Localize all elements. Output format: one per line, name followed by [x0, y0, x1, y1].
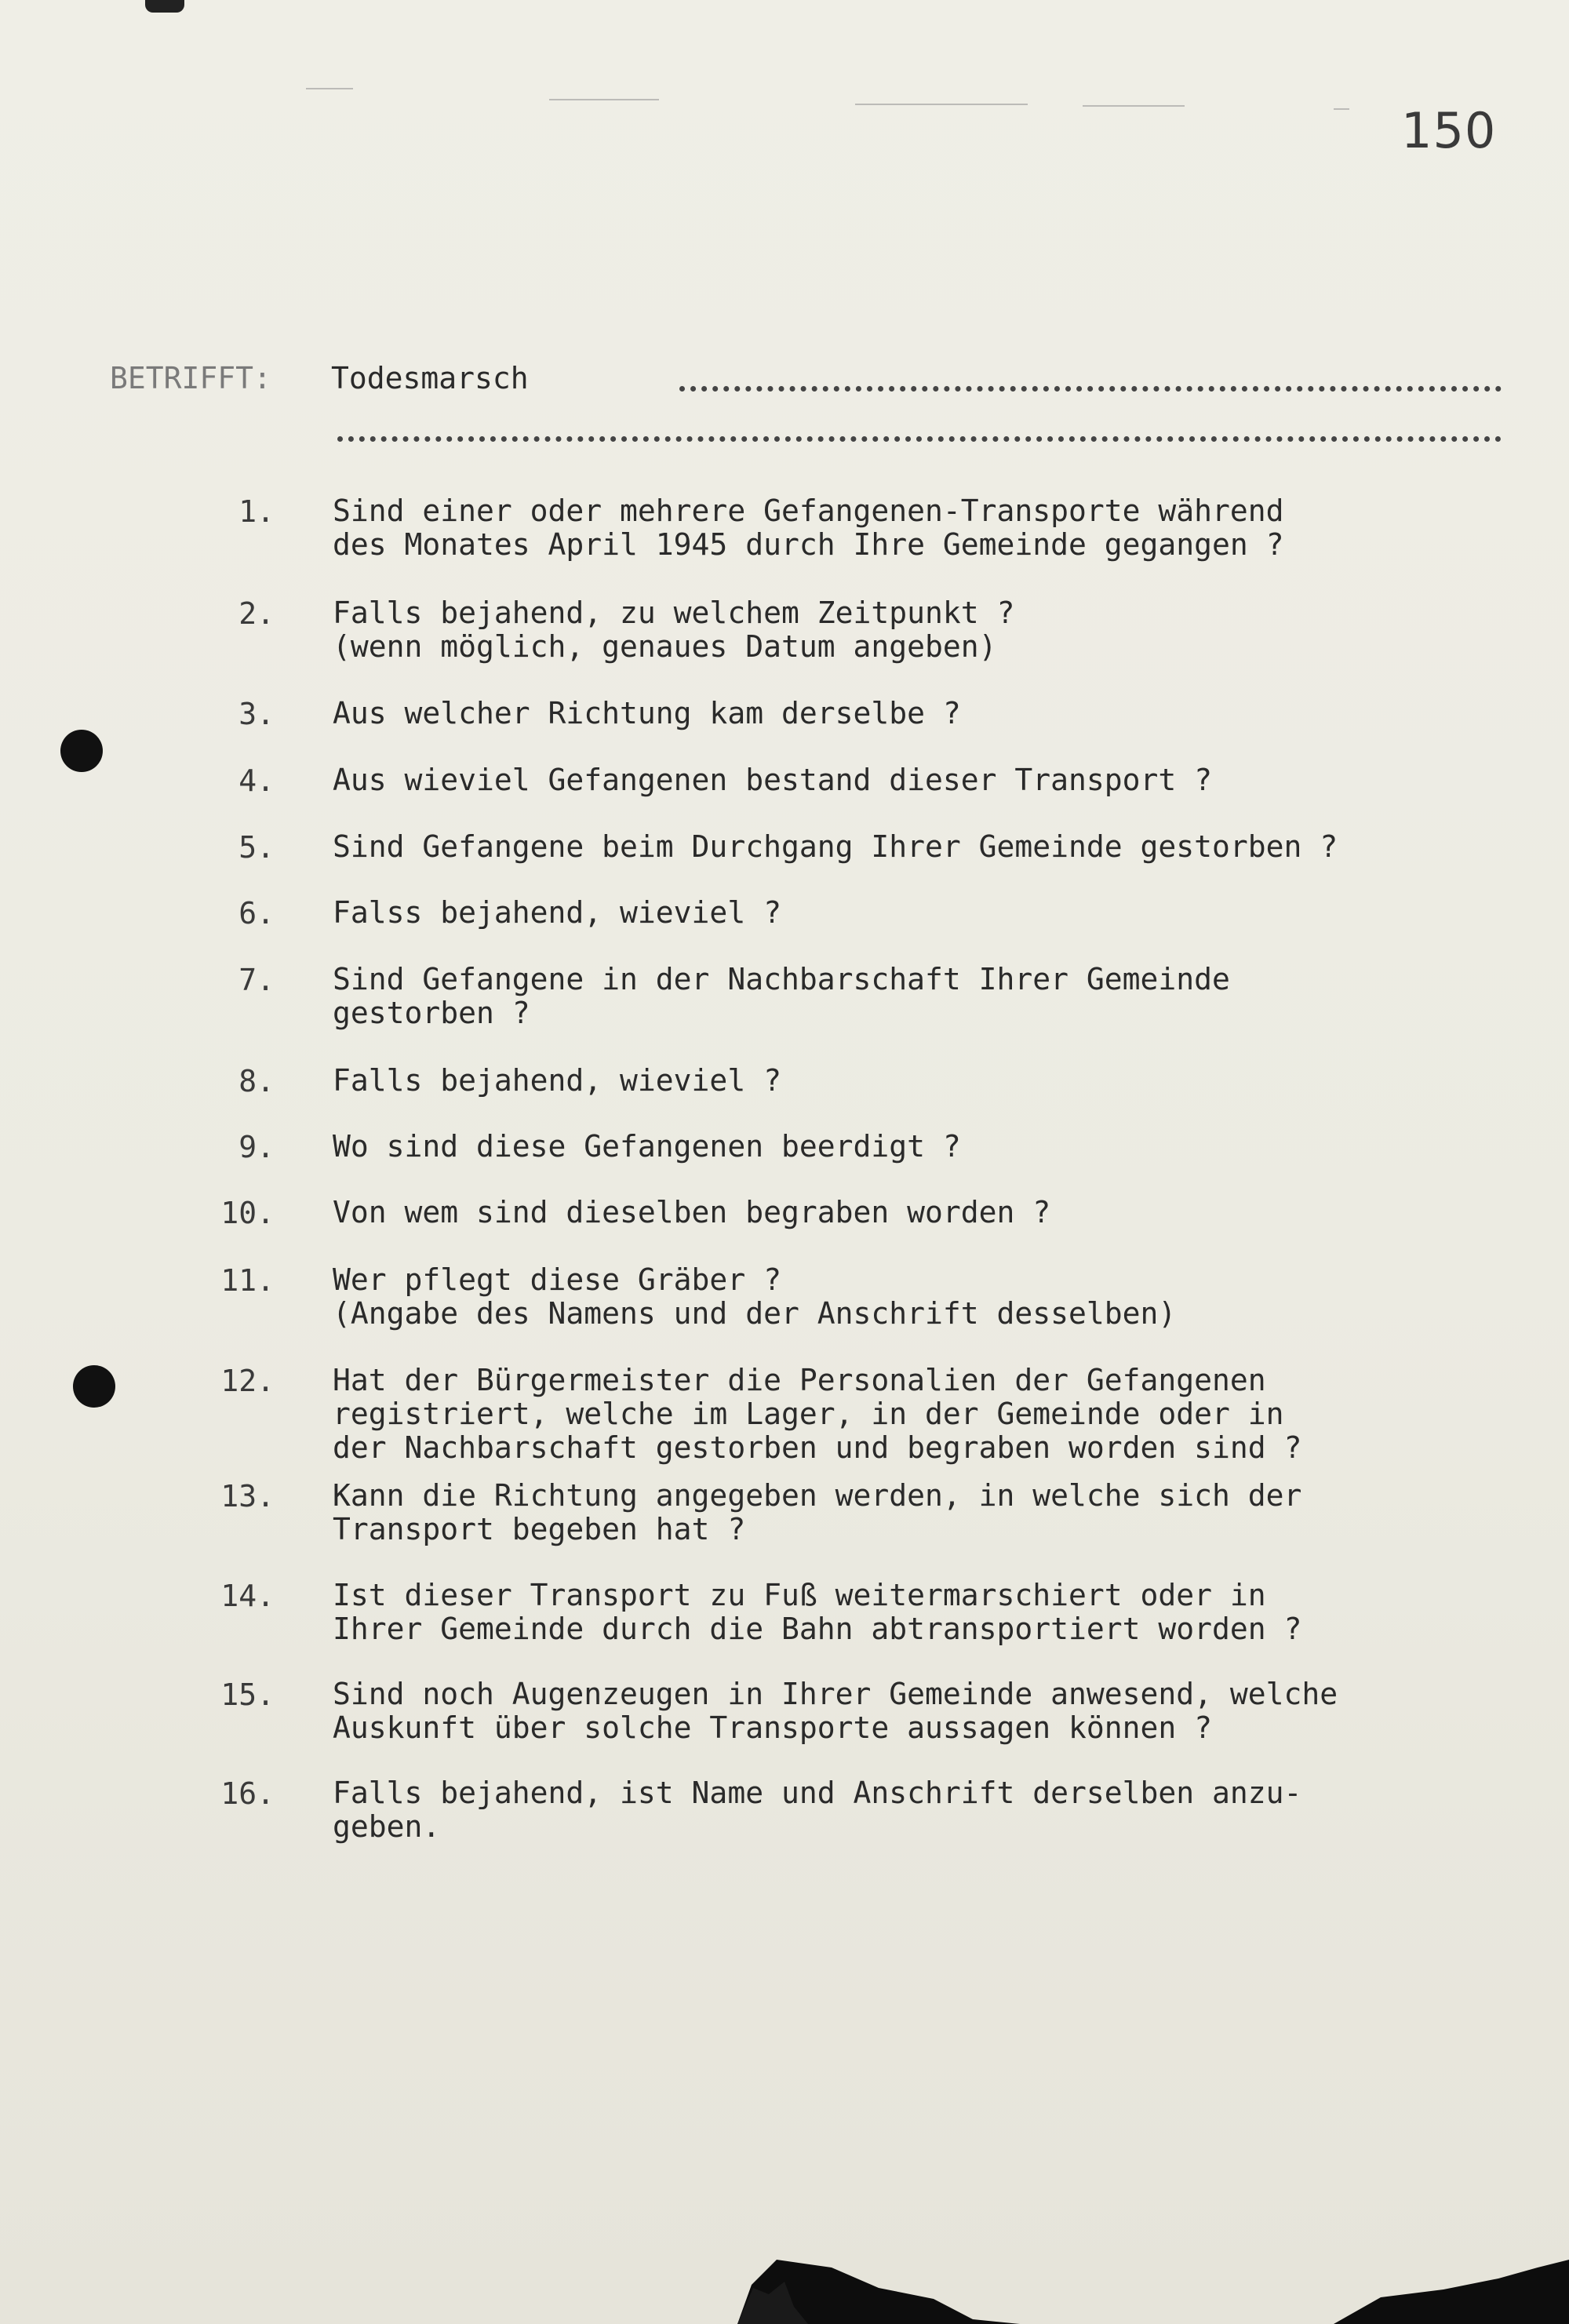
- faint-mark: [1334, 108, 1349, 110]
- question-text: Hat der Bürgermeister die Personalien der Gefangenen registriert, welche im Lager, in der Gemeinde oder in der Nachbarschaft gestorben und begraben worden sind ?: [333, 1363, 1302, 1465]
- question-text: Sind noch Augenzeugen in Ihrer Gemeinde anwesend, welche Auskunft über solche Transporte aussagen können ?: [333, 1677, 1338, 1745]
- question-number: 14.: [220, 1579, 275, 1613]
- question-text: Falls bejahend, wieviel ?: [333, 1063, 781, 1098]
- question-number: 7.: [238, 963, 275, 997]
- page-number: 150: [1401, 102, 1497, 159]
- question-text: Sind Gefangene beim Durchgang Ihrer Gemeinde gestorben ?: [333, 829, 1338, 864]
- punch-hole: [73, 1365, 115, 1408]
- question-number: 12.: [220, 1364, 275, 1398]
- question-number: 6.: [238, 896, 275, 931]
- question-text: Falls bejahend, ist Name und Anschrift derselben anzu- geben.: [333, 1776, 1302, 1844]
- question-number: 1.: [238, 494, 275, 529]
- subject-text: Todesmarsch: [331, 361, 529, 395]
- question-text: Ist dieser Transport zu Fuß weitermarschiert oder in Ihrer Gemeinde durch die Bahn abtransportiert worden ?: [333, 1578, 1302, 1646]
- question-number: 13.: [220, 1479, 275, 1514]
- question-number: 9.: [238, 1130, 275, 1164]
- faint-mark: [1083, 105, 1185, 107]
- question-text: Aus welcher Richtung kam derselbe ?: [333, 696, 961, 730]
- question-number: 5.: [238, 830, 275, 865]
- question-text: Kann die Richtung angegeben werden, in welche sich der Transport begeben hat ?: [333, 1478, 1302, 1546]
- dotted-fill-line: [679, 386, 1502, 392]
- faint-mark: [855, 104, 1028, 105]
- subject-label: BETRIFFT:: [110, 361, 271, 395]
- question-number: 4.: [238, 763, 275, 798]
- punch-hole: [60, 730, 103, 772]
- question-text: Wo sind diese Gefangenen beerdigt ?: [333, 1129, 961, 1164]
- question-text: Sind Gefangene in der Nachbarschaft Ihrer Gemeinde gestorben ?: [333, 962, 1230, 1030]
- question-text: Von wem sind dieselben begraben worden ?: [333, 1195, 1051, 1229]
- question-number: 15.: [220, 1677, 275, 1712]
- question-text: Aus wieviel Gefangenen bestand dieser Transport ?: [333, 763, 1213, 797]
- question-text: Falls bejahend, zu welchem Zeitpunkt ? (wenn möglich, genaues Datum angeben): [333, 596, 1015, 664]
- question-number: 10.: [220, 1196, 275, 1230]
- question-text: Wer pflegt diese Gräber ? (Angabe des Namens und der Anschrift desselben): [333, 1262, 1177, 1331]
- question-number: 11.: [220, 1263, 275, 1298]
- question-number: 8.: [238, 1064, 275, 1098]
- faint-mark: [549, 99, 659, 100]
- torn-bottom-edge: [0, 2213, 1569, 2324]
- faint-mark: [306, 88, 353, 89]
- question-number: 2.: [238, 596, 275, 631]
- dotted-fill-line: [337, 436, 1502, 442]
- question-text: Falss bejahend, wieviel ?: [333, 895, 781, 930]
- question-number: 3.: [238, 697, 275, 731]
- question-text: Sind einer oder mehrere Gefangenen-Transporte während des Monates April 1945 durch Ihre Gemeinde gegangen ?: [333, 494, 1284, 562]
- question-number: 16.: [220, 1776, 275, 1811]
- ink-mark: [145, 0, 184, 13]
